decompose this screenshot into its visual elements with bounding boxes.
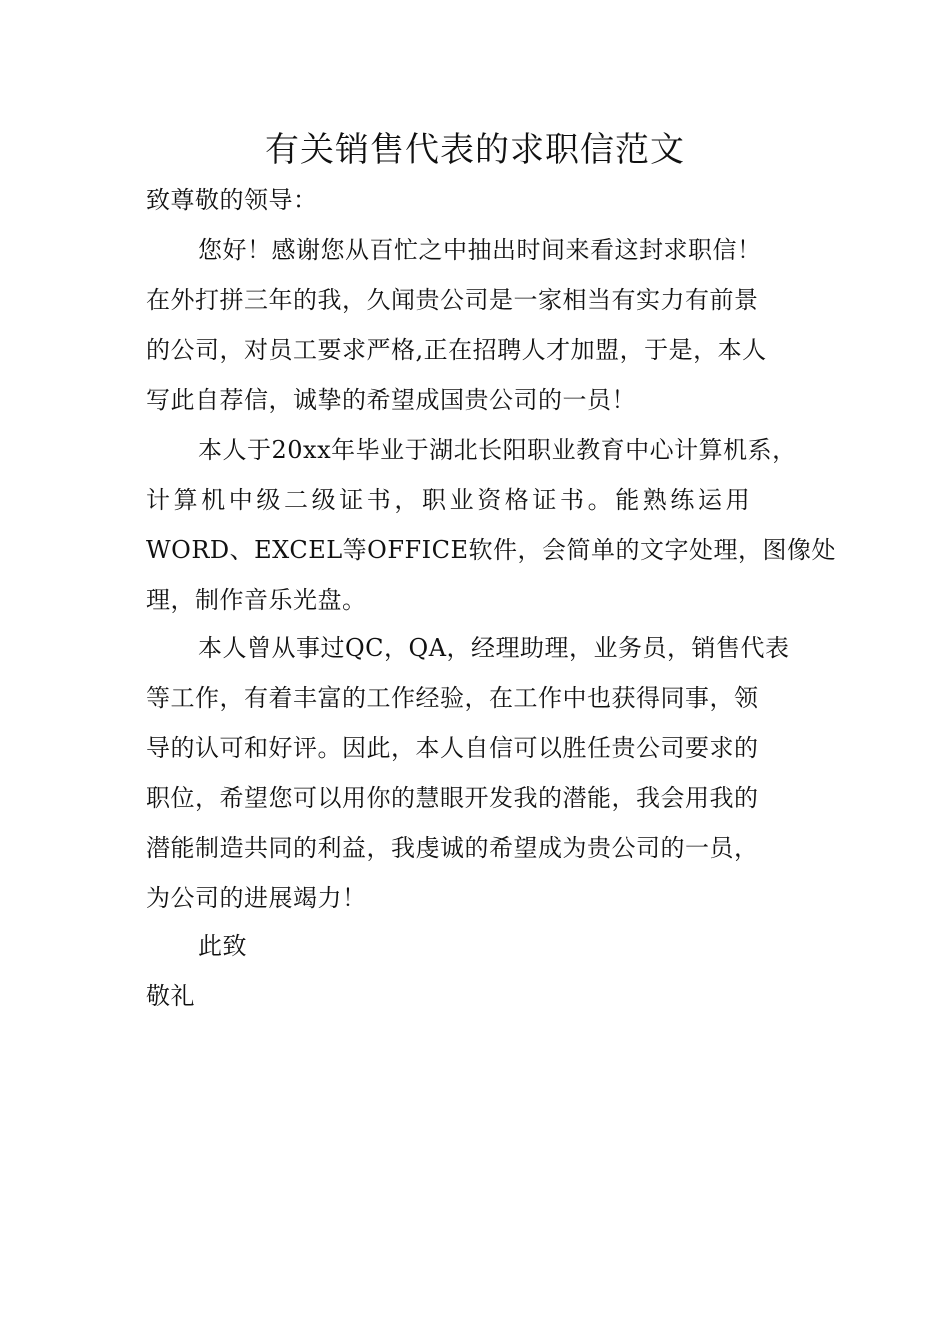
paragraph-1-line-4: 写此自荐信，诚挚的希望成国贵公司的一员！: [146, 386, 636, 414]
document-title: 有关销售代表的求职信范文: [265, 130, 685, 170]
paragraph-3-line-1: 本人曾从事过QC，QA，经理助理，业务员，销售代表: [198, 634, 790, 662]
paragraph-3-line-3: 导的认可和好评。因此，本人自信可以胜任贵公司要求的: [146, 734, 759, 762]
salutation: 致尊敬的领导：: [146, 186, 318, 214]
paragraph-2-line-2: 计算机中级二级证书，职业资格证书。能熟练运用: [146, 486, 754, 514]
paragraph-1-line-2: 在外打拼三年的我，久闻贵公司是一家相当有实力有前景: [146, 286, 759, 314]
paragraph-2-line-1: 本人于20xx年毕业于湖北长阳职业教育中心计算机系，: [198, 436, 797, 464]
paragraph-1-line-3: 的公司，对员工要求严格,正在招聘人才加盟，于是，本人: [146, 336, 767, 364]
paragraph-2-line-4: 理，制作音乐光盘。: [146, 586, 367, 614]
paragraph-3-line-6: 为公司的进展竭力！: [146, 884, 367, 912]
paragraph-1-line-1: 您好！感谢您从百忙之中抽出时间来看这封求职信！: [198, 236, 762, 264]
paragraph-3-line-2: 等工作，有着丰富的工作经验，在工作中也获得同事，领: [146, 684, 759, 712]
closing-line-2: 敬礼: [146, 982, 195, 1010]
paragraph-2-line-3: WORD、EXCEL等OFFICE软件，会简单的文字处理，图像处: [146, 536, 837, 564]
paragraph-3-line-4: 职位，希望您可以用你的慧眼开发我的潜能，我会用我的: [146, 784, 759, 812]
closing-line-1: 此致: [198, 932, 247, 960]
paragraph-3-line-5: 潜能制造共同的利益，我虔诚的希望成为贵公司的一员，: [146, 834, 759, 862]
